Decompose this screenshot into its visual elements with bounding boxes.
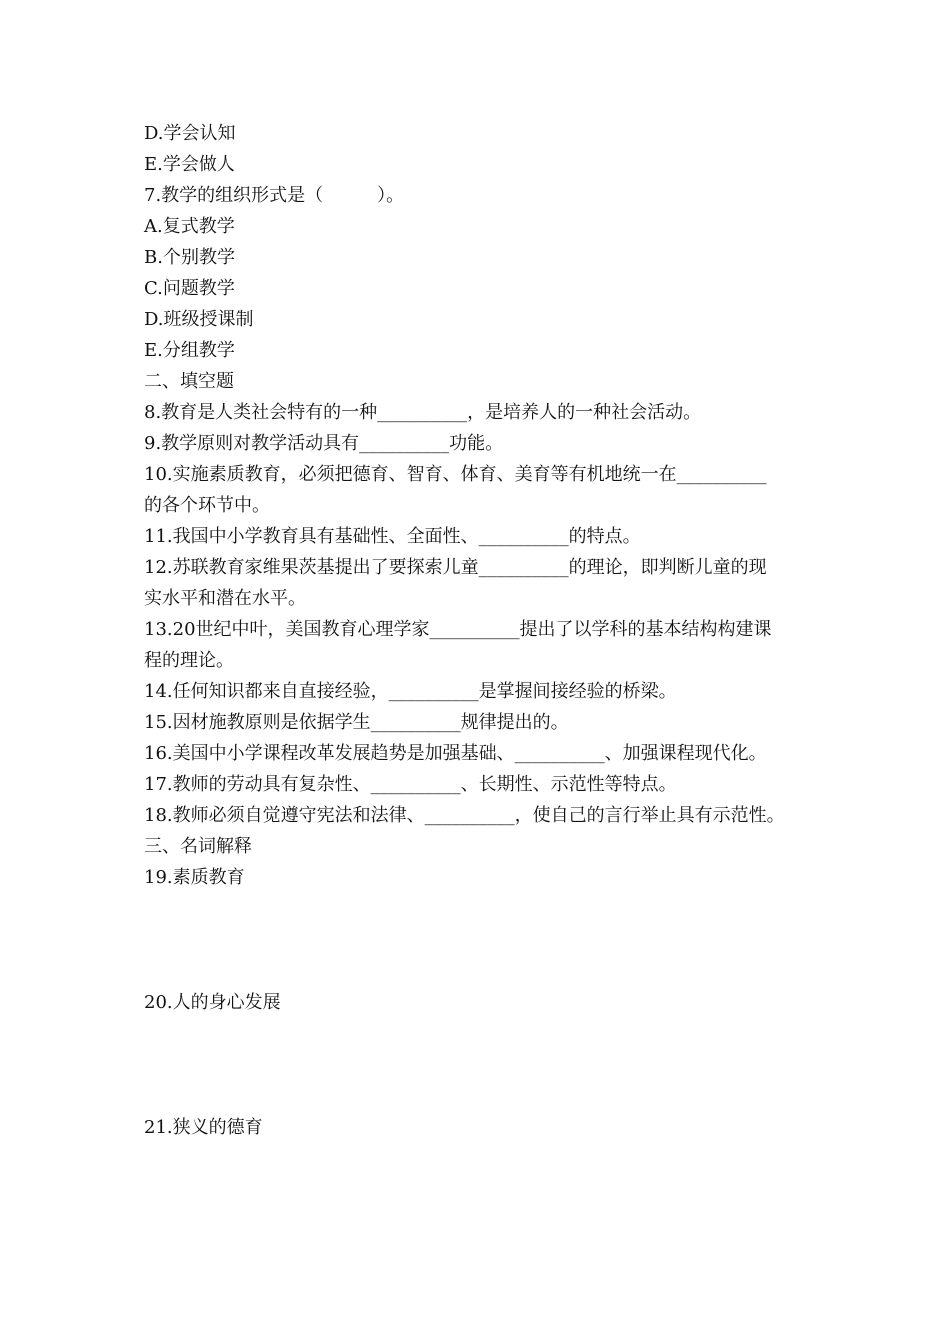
question-13-continued: 程的理论。 xyxy=(144,650,234,671)
question-7-option-a: A.复式教学 xyxy=(144,216,235,237)
question-16: 16.美国中小学课程改革发展趋势是加强基础、__________、加强课程现代化。 xyxy=(144,743,767,764)
question-7-option-d: D.班级授课制 xyxy=(144,309,254,330)
question-20: 20.人的身心发展 xyxy=(144,992,281,1013)
section-heading-term-definitions: 三、名词解释 xyxy=(144,836,252,857)
question-12: 12.苏联教育家维果茨基提出了要探索儿童__________的理论，即判断儿童的现 xyxy=(144,557,767,578)
question-15: 15.因材施教原则是依据学生__________规律提出的。 xyxy=(144,712,569,733)
question-19: 19.素质教育 xyxy=(144,867,245,888)
question-9: 9.教学原则对教学活动具有__________功能。 xyxy=(144,433,504,454)
question-21: 21.狭义的德育 xyxy=(144,1117,263,1138)
question-7-option-b: B.个别教学 xyxy=(144,247,235,268)
document-page xyxy=(144,118,814,1143)
question-17: 17.教师的劳动具有复杂性、__________、长期性、示范性等特点。 xyxy=(144,774,677,795)
answer-space xyxy=(144,893,814,987)
option-e-learn-to-be: E.学会做人 xyxy=(144,154,235,175)
question-12-continued: 实水平和潜在水平。 xyxy=(144,588,306,609)
question-13: 13.20世纪中叶，美国教育心理学家__________提出了以学科的基本结构构建课 xyxy=(144,619,772,640)
question-8: 8.教育是人类社会特有的一种__________，是培养人的一种社会活动。 xyxy=(144,402,702,423)
option-d-learn-to-know: D.学会认知 xyxy=(144,123,236,144)
section-heading-fill-in: 二、填空题 xyxy=(144,371,234,392)
question-7: 7.教学的组织形式是（ ）。 xyxy=(144,185,405,206)
answer-space xyxy=(144,1018,814,1112)
question-10: 10.实施素质教育，必须把德育、智育、体育、美育等有机地统一在__________ xyxy=(144,464,767,485)
question-10-continued: 的各个环节中。 xyxy=(144,495,270,516)
question-14: 14.任何知识都来自直接经验，__________是掌握间接经验的桥梁。 xyxy=(144,681,677,702)
question-7-option-e: E.分组教学 xyxy=(144,340,235,361)
question-18: 18.教师必须自觉遵守宪法和法律、__________，使自己的言行举止具有示范性。 xyxy=(144,805,785,826)
question-7-option-c: C.问题教学 xyxy=(144,278,235,299)
question-11: 11.我国中小学教育具有基础性、全面性、__________的特点。 xyxy=(144,526,641,547)
